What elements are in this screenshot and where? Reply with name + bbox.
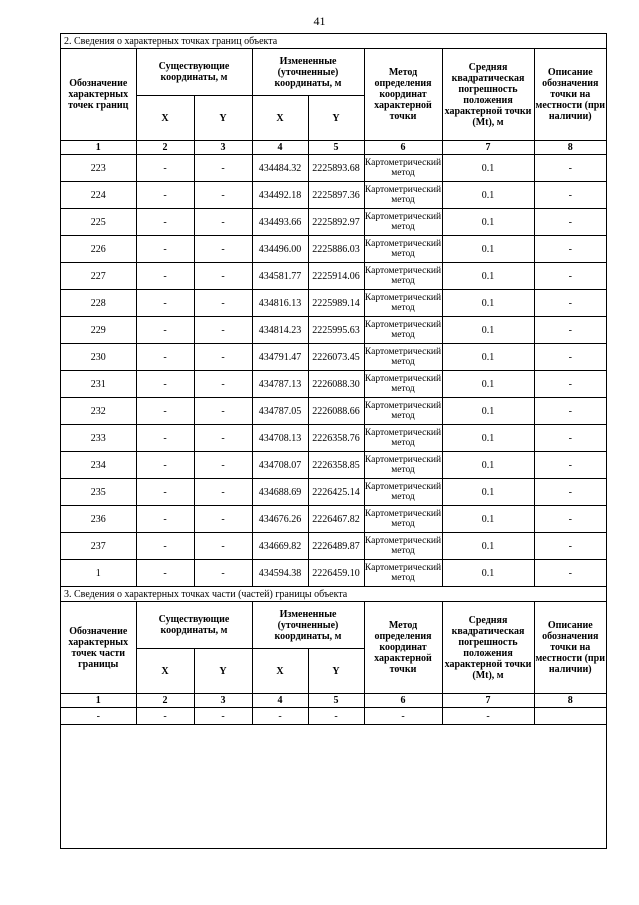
table-row	[61, 425, 606, 452]
cell-method: Картометрический метод	[364, 479, 442, 506]
cell-existing-x: -	[136, 560, 194, 587]
cell-point-id: 228	[61, 290, 136, 317]
cell-description: -	[534, 371, 606, 398]
header-method: Метод определения координат характерной точки	[364, 602, 442, 694]
cell-error: 0.1	[442, 506, 534, 533]
section2-table	[61, 34, 606, 587]
table-row	[61, 263, 606, 290]
col-number: 5	[308, 141, 364, 155]
table-row	[61, 290, 606, 317]
cell-description: -	[534, 506, 606, 533]
page-number: 41	[313, 14, 326, 28]
cell-error: 0.1	[442, 371, 534, 398]
cell-method: Картометрический метод	[364, 533, 442, 560]
column-numbers-row	[61, 694, 606, 708]
col-number: 8	[534, 141, 606, 155]
cell-description: -	[534, 398, 606, 425]
cell-changed-x: 434787.05	[252, 398, 308, 425]
cell-changed-x: 434594.38	[252, 560, 308, 587]
cell-point-id: 232	[61, 398, 136, 425]
header-error: Средняя квадратическая погрешность положения характерной точки (Mt), м	[442, 602, 534, 694]
cell-point-id: 1	[61, 560, 136, 587]
cell-existing-x: -	[136, 452, 194, 479]
cell-existing-y: -	[194, 209, 252, 236]
header-part-point-designation: Обозначение характерных точек части границы	[61, 602, 136, 694]
col-number: 8	[534, 694, 606, 708]
col-number: 2	[136, 141, 194, 155]
header-changed-coords: Измененные (уточненные) координаты, м	[252, 49, 364, 96]
cell-method: Картометрический метод	[364, 236, 442, 263]
cell-error: 0.1	[442, 344, 534, 371]
cell-method: Картометрический метод	[364, 290, 442, 317]
col-number: 7	[442, 694, 534, 708]
cell-description: -	[534, 479, 606, 506]
cell-point-id: 236	[61, 506, 136, 533]
cell-existing-y: -	[194, 506, 252, 533]
header-error: Средняя квадратическая погрешность положения характерной точки (Mt), м	[442, 49, 534, 141]
col-number: 6	[364, 694, 442, 708]
col-number: 1	[61, 694, 136, 708]
cell-point-id: 227	[61, 263, 136, 290]
document-frame	[60, 33, 607, 849]
cell-method: Картометрический метод	[364, 506, 442, 533]
cell-changed-x: 434492.18	[252, 182, 308, 209]
cell-error: 0.1	[442, 398, 534, 425]
table-row	[61, 182, 606, 209]
cell-existing-x: -	[136, 398, 194, 425]
cell-method: Картометрический метод	[364, 182, 442, 209]
cell-point-id: 225	[61, 209, 136, 236]
cell: -	[252, 708, 308, 725]
cell-point-id: 229	[61, 317, 136, 344]
cell-changed-y: 2226425.14	[308, 479, 364, 506]
header-x-existing: X	[136, 96, 194, 141]
cell-existing-y: -	[194, 479, 252, 506]
cell-error: 0.1	[442, 263, 534, 290]
cell-changed-x: 434676.26	[252, 506, 308, 533]
cell-existing-y: -	[194, 344, 252, 371]
cell-method: Картометрический метод	[364, 398, 442, 425]
cell-existing-x: -	[136, 425, 194, 452]
cell-changed-x: 434484.32	[252, 155, 308, 182]
cell-error: 0.1	[442, 155, 534, 182]
cell-existing-y: -	[194, 371, 252, 398]
cell-existing-x: -	[136, 533, 194, 560]
header-y-changed: Y	[308, 649, 364, 694]
cell-point-id: 237	[61, 533, 136, 560]
cell-existing-y: -	[194, 533, 252, 560]
header-existing-coords: Существующие координаты, м	[136, 49, 252, 96]
cell-method: Картометрический метод	[364, 371, 442, 398]
col-number: 4	[252, 141, 308, 155]
cell-changed-y: 2225893.68	[308, 155, 364, 182]
cell-changed-x: 434581.77	[252, 263, 308, 290]
cell-changed-x: 434791.47	[252, 344, 308, 371]
cell-method: Картометрический метод	[364, 155, 442, 182]
cell-point-id: 226	[61, 236, 136, 263]
header-y-existing: Y	[194, 649, 252, 694]
cell-description: -	[534, 560, 606, 587]
cell-existing-x: -	[136, 317, 194, 344]
cell-error: 0.1	[442, 209, 534, 236]
cell-existing-y: -	[194, 452, 252, 479]
cell-description: -	[534, 452, 606, 479]
cell-error: 0.1	[442, 182, 534, 209]
cell-existing-x: -	[136, 263, 194, 290]
section3-title: 3. Сведения о характерных точках части (частей) границы объекта	[61, 587, 606, 602]
section2-title: 2. Сведения о характерных точках границ объекта	[61, 34, 606, 49]
header-y-changed: Y	[308, 96, 364, 141]
cell	[534, 708, 606, 725]
cell: -	[308, 708, 364, 725]
table-row	[61, 479, 606, 506]
cell-error: 0.1	[442, 452, 534, 479]
header-description: Описание обозначения точки на местности (при наличии)	[534, 49, 606, 141]
cell-existing-x: -	[136, 371, 194, 398]
cell: -	[61, 708, 136, 725]
col-number: 5	[308, 694, 364, 708]
cell-point-id: 233	[61, 425, 136, 452]
table-row	[61, 398, 606, 425]
cell-existing-x: -	[136, 155, 194, 182]
cell-changed-y: 2225995.63	[308, 317, 364, 344]
table-row	[61, 209, 606, 236]
table-row	[61, 236, 606, 263]
cell-changed-y: 2225897.36	[308, 182, 364, 209]
cell: -	[364, 708, 442, 725]
table-row	[61, 344, 606, 371]
cell-existing-x: -	[136, 479, 194, 506]
header-y-existing: Y	[194, 96, 252, 141]
table-row	[61, 533, 606, 560]
cell-error: 0.1	[442, 290, 534, 317]
table-row	[61, 452, 606, 479]
cell-existing-y: -	[194, 236, 252, 263]
cell-description: -	[534, 263, 606, 290]
section3-table	[61, 587, 606, 725]
cell: -	[136, 708, 194, 725]
cell-description: -	[534, 155, 606, 182]
col-number: 2	[136, 694, 194, 708]
header-method: Метод определения координат характерной точки	[364, 49, 442, 141]
cell-changed-y: 2225914.06	[308, 263, 364, 290]
cell-existing-y: -	[194, 290, 252, 317]
table-row	[61, 317, 606, 344]
table-row	[61, 506, 606, 533]
col-number: 3	[194, 694, 252, 708]
cell-error: 0.1	[442, 317, 534, 344]
header-point-designation: Обозначение характерных точек границ	[61, 49, 136, 141]
cell-changed-y: 2225892.97	[308, 209, 364, 236]
cell-point-id: 234	[61, 452, 136, 479]
cell-existing-x: -	[136, 209, 194, 236]
cell-changed-x: 434669.82	[252, 533, 308, 560]
cell-existing-y: -	[194, 398, 252, 425]
cell-description: -	[534, 182, 606, 209]
cell-description: -	[534, 533, 606, 560]
cell-changed-x: 434816.13	[252, 290, 308, 317]
cell-existing-x: -	[136, 290, 194, 317]
cell-description: -	[534, 290, 606, 317]
cell-method: Картометрический метод	[364, 209, 442, 236]
header-x-changed: X	[252, 649, 308, 694]
cell-method: Картометрический метод	[364, 317, 442, 344]
cell-changed-y: 2226088.30	[308, 371, 364, 398]
cell-method: Картометрический метод	[364, 452, 442, 479]
col-number: 7	[442, 141, 534, 155]
cell: -	[442, 708, 534, 725]
cell-changed-y: 2226073.45	[308, 344, 364, 371]
cell-changed-x: 434688.69	[252, 479, 308, 506]
cell-description: -	[534, 344, 606, 371]
header-description: Описание обозначения точки на местности (при наличии)	[534, 602, 606, 694]
cell-changed-y: 2226358.76	[308, 425, 364, 452]
cell-changed-y: 2226088.66	[308, 398, 364, 425]
cell-existing-y: -	[194, 182, 252, 209]
cell-point-id: 235	[61, 479, 136, 506]
header-existing-coords: Существующие координаты, м	[136, 602, 252, 649]
table-row	[61, 560, 606, 587]
cell-point-id: 231	[61, 371, 136, 398]
cell-method: Картометрический метод	[364, 263, 442, 290]
cell-changed-y: 2226459.10	[308, 560, 364, 587]
cell-existing-y: -	[194, 155, 252, 182]
cell-description: -	[534, 425, 606, 452]
col-number: 3	[194, 141, 252, 155]
cell-point-id: 230	[61, 344, 136, 371]
column-numbers-row	[61, 141, 606, 155]
cell-error: 0.1	[442, 425, 534, 452]
cell-description: -	[534, 317, 606, 344]
cell-changed-x: 434787.13	[252, 371, 308, 398]
cell-error: 0.1	[442, 236, 534, 263]
cell-changed-x: 434814.23	[252, 317, 308, 344]
cell-method: Картометрический метод	[364, 560, 442, 587]
cell-point-id: 223	[61, 155, 136, 182]
cell-existing-x: -	[136, 506, 194, 533]
header-x-existing: X	[136, 649, 194, 694]
cell-description: -	[534, 236, 606, 263]
header-changed-coords: Измененные (уточненные) координаты, м	[252, 602, 364, 649]
cell-changed-y: 2226467.82	[308, 506, 364, 533]
cell-existing-x: -	[136, 182, 194, 209]
col-number: 1	[61, 141, 136, 155]
cell-error: 0.1	[442, 533, 534, 560]
cell-method: Картометрический метод	[364, 344, 442, 371]
cell-existing-y: -	[194, 317, 252, 344]
cell-changed-x: 434493.66	[252, 209, 308, 236]
cell-description: -	[534, 209, 606, 236]
header-x-changed: X	[252, 96, 308, 141]
cell-existing-y: -	[194, 263, 252, 290]
table-row	[61, 708, 606, 725]
table-row	[61, 155, 606, 182]
cell-changed-x: 434708.07	[252, 452, 308, 479]
cell-existing-y: -	[194, 425, 252, 452]
cell-point-id: 224	[61, 182, 136, 209]
cell-changed-y: 2226489.87	[308, 533, 364, 560]
cell-method: Картометрический метод	[364, 425, 442, 452]
cell: -	[194, 708, 252, 725]
col-number: 4	[252, 694, 308, 708]
cell-error: 0.1	[442, 560, 534, 587]
cell-changed-y: 2226358.85	[308, 452, 364, 479]
cell-changed-y: 2225989.14	[308, 290, 364, 317]
table-row	[61, 371, 606, 398]
cell-existing-y: -	[194, 560, 252, 587]
cell-changed-y: 2225886.03	[308, 236, 364, 263]
cell-error: 0.1	[442, 479, 534, 506]
col-number: 6	[364, 141, 442, 155]
cell-existing-x: -	[136, 344, 194, 371]
cell-changed-x: 434496.00	[252, 236, 308, 263]
cell-existing-x: -	[136, 236, 194, 263]
cell-changed-x: 434708.13	[252, 425, 308, 452]
